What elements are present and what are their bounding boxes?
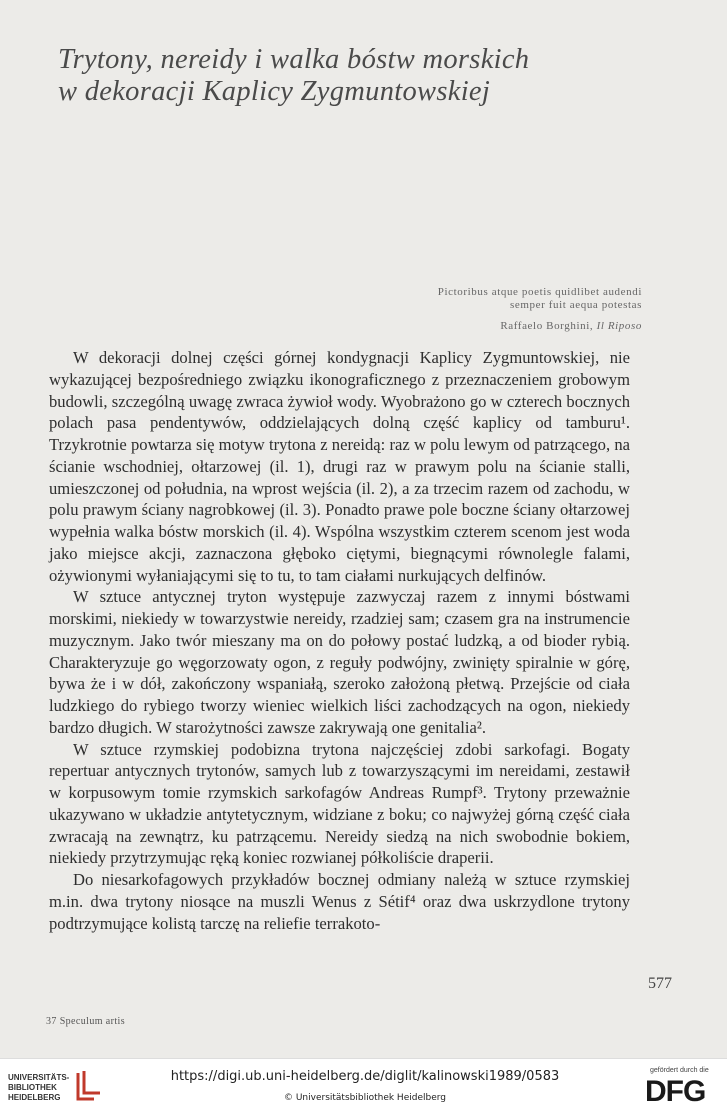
body-text [49, 347, 630, 934]
epigraph [382, 286, 642, 333]
epigraph-author: Raffaelo Borghini, [500, 320, 597, 332]
title-line-1: Trytony, nereidy i walka bóstw morskich [58, 44, 530, 75]
title-line-2: w dekoracji Kaplicy Zygmuntowskiej [58, 76, 491, 107]
library-logo-icon [74, 1069, 104, 1105]
dfg-logo: DFG [645, 1075, 706, 1108]
printer-signature: 37 Speculum artis [46, 1016, 126, 1027]
library-name-line: UNIVERSITÄTS- [8, 1073, 70, 1082]
funding-note: gefördert durch die [650, 1067, 709, 1074]
paragraph: W dekoracji dolnej części górnej kondygnacji Kaplicy Zygmuntowskiej, nie wykazującej bezpośredniego związku ikonograficznego z przeznaczeniem grobowym budowli, szczególną uwagę zwraca żywioł wody. Wyobrażono go w czterech bocznych polach pasa pendentywów, oddzielających dolną część kaplicy od tamburu¹. Trzykrotnie powtarza się motyw trytona z nereidą: raz w polu lewym od patrzącego, na ścianie wschodniej, ołtarzowej (il. 1), drugi raz w prawym polu na ścianie stalli, umieszczonej od południa, na wprost wejścia (il. 2), a za trzecim razem od zachodu, w polu prawym ściany nagrobkowej (il. 3). Ponadto prawe pole boczne ściany ołtarzowej wypełnia walka bóstw morskich (il. 4). Wspólna wszystkim czterem scenom jest woda jako miejsce akcji, zaznaczona głęboko ciętymi, biegnącymi równolegle falami, ożywionymi wyłaniającymi się to tu, to tam ciałami nurkujących delfinów. [49, 348, 630, 585]
paragraph: W sztuce rzymskiej podobizna trytona najczęściej zdobi sarkofagi. Bogaty repertuar antycznych trytonów, samych lub z towarzyszącymi im nereidami, zestawił w korpusowym tomie rzymskich sarkofagów Andreas Rumpf³. Trytony przeważnie ukazywano w układzie antytetycznym, widziane z boku; co najwyżej górną część ciała zwracają na zewnątrz, ku patrzącemu. Nereidy siedzą na nich swobodnie bokiem, niekiedy przytrzymując ręką koniec rozwianej półkoliście draperii. [49, 739, 630, 868]
library-footer-bar [0, 1058, 727, 1115]
article-title [58, 44, 529, 108]
library-name-line: HEIDELBERG [8, 1093, 61, 1102]
permalink-url[interactable]: https://digi.ub.uni-heidelberg.de/diglit/kalinowski1989/0583 [170, 1069, 560, 1084]
library-name [8, 1073, 69, 1103]
library-name-line: BIBLIOTHEK [8, 1083, 57, 1092]
epigraph-line-1: Pictoribus atque poetis quidlibet audendi [437, 286, 642, 298]
epigraph-line-2: semper fuit aequa potestas [510, 298, 642, 311]
paragraph: Do niesarkofagowych przykładów bocznej odmiany należą w sztuce rzymskiej m.in. dwa trytony niosące na muszli Wenus z Sétif⁴ oraz dwa uskrzydlone trytony podtrzymujące kolistą tarczę na reliefie terrakoto- [49, 870, 630, 933]
paragraph: W sztuce antycznej tryton występuje zazwyczaj razem z innymi bóstwami morskimi, niekiedy w towarzystwie nereidy, rzadziej sam; czasem gra na instrumencie muzycznym. Jako twór mieszany ma on do połowy postać ludzką, a od bioder rybią. Charakteryzuje go węgorzowaty ogon, z reguły podwójny, zwinięty spiralnie w górę, bywa że i w dół, zakończony wspaniałą, szeroko założoną płetwą. Przejście od ciała ludzkiego do rybiego tworzy wieniec wielkich liści zachodzących na ogon, niekiedy bardzo długich. W starożytności zawsze zakrywają one genitalia². [49, 587, 630, 737]
copyright-notice: © Universitätsbibliothek Heidelberg [283, 1093, 446, 1103]
epigraph-source [382, 320, 642, 333]
epigraph-work: Il Riposo [596, 320, 642, 332]
page-number: 577 [648, 975, 672, 992]
